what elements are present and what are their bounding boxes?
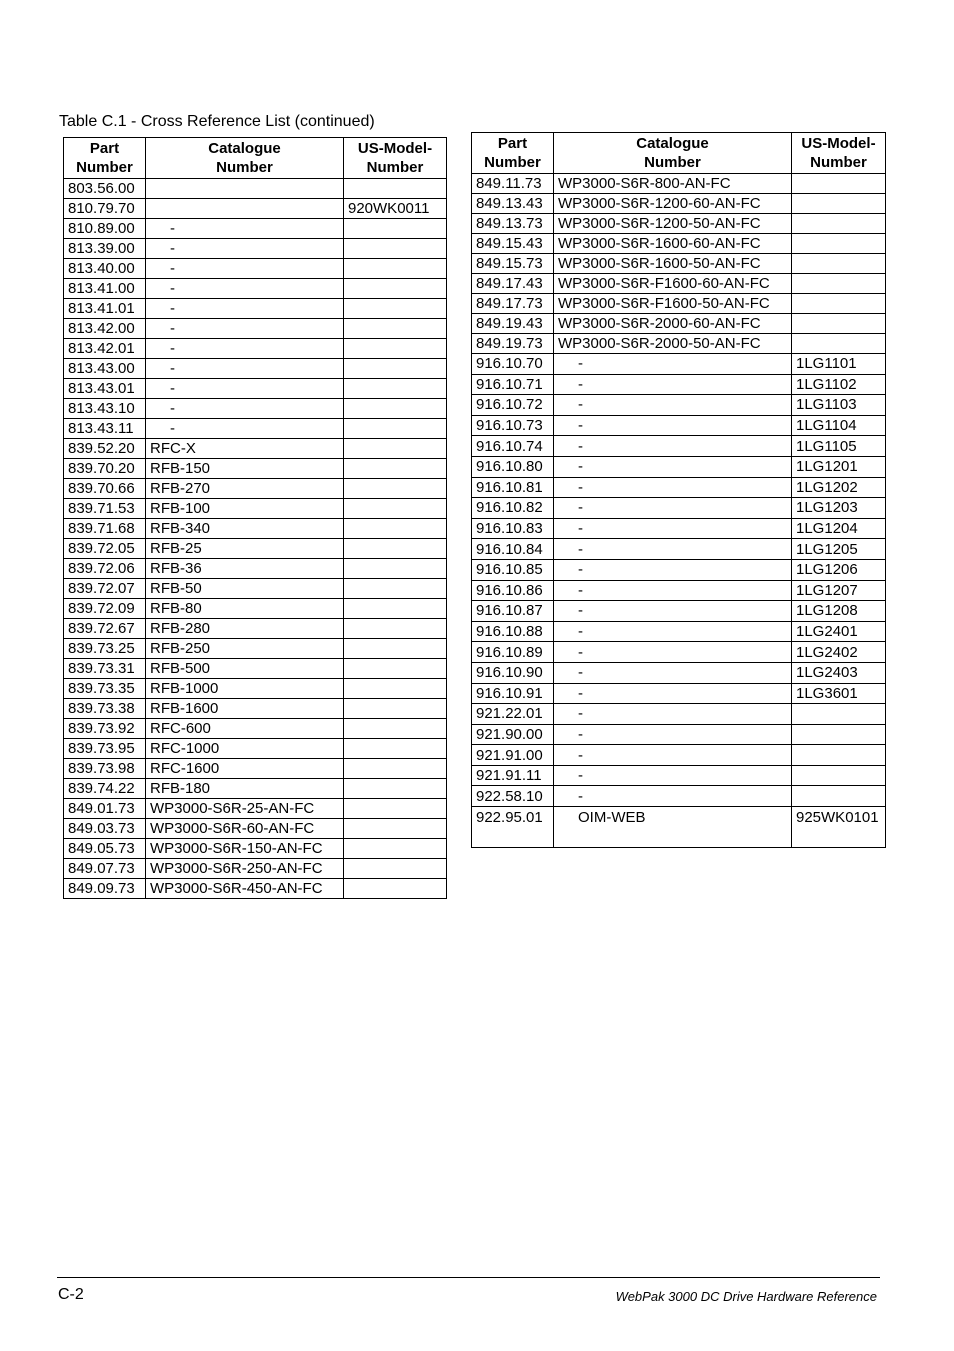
- table-row: [64, 199, 447, 219]
- cell-part-number: 922.95.01: [472, 807, 554, 848]
- cell-catalogue-number: -: [554, 765, 792, 786]
- cell-us-model-number: [344, 579, 447, 599]
- cell-us-model-number: [344, 399, 447, 419]
- cell-us-model-number: [344, 419, 447, 439]
- cell-catalogue-number: -: [554, 518, 792, 539]
- table-row: [472, 662, 886, 683]
- cell-catalogue-number: [146, 179, 344, 199]
- cell-catalogue-number: -: [554, 601, 792, 622]
- cell-catalogue-number: WP3000-S6R-25-AN-FC: [146, 799, 344, 819]
- cell-catalogue-number: -: [554, 662, 792, 683]
- cell-catalogue-number: RFB-250: [146, 639, 344, 659]
- table-row: [472, 683, 886, 704]
- cell-part-number: 916.10.90: [472, 662, 554, 683]
- cell-part-number: 849.13.73: [472, 214, 554, 234]
- cell-catalogue-number: -: [146, 279, 344, 299]
- table-row: [64, 639, 447, 659]
- cell-catalogue-number: WP3000-S6R-1600-60-AN-FC: [554, 234, 792, 254]
- header-part-number: Part Number: [472, 133, 554, 174]
- cell-part-number: 839.73.35: [64, 679, 146, 699]
- table-row: [64, 859, 447, 879]
- cell-catalogue-number: RFB-100: [146, 499, 344, 519]
- header-us-model-number: US-Model- Number: [792, 133, 886, 174]
- cell-us-model-number: 1LG1207: [792, 580, 886, 601]
- cell-us-model-number: [344, 759, 447, 779]
- cell-us-model-number: 1LG1203: [792, 498, 886, 519]
- table-row: [472, 334, 886, 354]
- cell-catalogue-number: -: [554, 477, 792, 498]
- cell-catalogue-number: -: [554, 395, 792, 416]
- cell-part-number: 916.10.80: [472, 456, 554, 477]
- cell-catalogue-number: WP3000-S6R-1200-50-AN-FC: [554, 214, 792, 234]
- cell-catalogue-number: -: [554, 436, 792, 457]
- cell-catalogue-number: -: [554, 724, 792, 745]
- cell-us-model-number: [792, 214, 886, 234]
- cell-us-model-number: [344, 239, 447, 259]
- table-row: [64, 579, 447, 599]
- cell-catalogue-number: RFB-80: [146, 599, 344, 619]
- cell-catalogue-number: RFC-1000: [146, 739, 344, 759]
- cell-us-model-number: [344, 359, 447, 379]
- header-part-number: Part Number: [64, 138, 146, 179]
- table-row: [472, 642, 886, 663]
- cell-part-number: 839.73.25: [64, 639, 146, 659]
- cell-part-number: 813.42.01: [64, 339, 146, 359]
- cell-part-number: 921.91.00: [472, 745, 554, 766]
- table-header-row: [472, 133, 886, 174]
- cell-part-number: 803.56.00: [64, 179, 146, 199]
- cell-us-model-number: [792, 745, 886, 766]
- cell-part-number: 839.52.20: [64, 439, 146, 459]
- table-row: [472, 786, 886, 807]
- cell-part-number: 813.43.00: [64, 359, 146, 379]
- cell-us-model-number: [344, 799, 447, 819]
- table-row: [472, 704, 886, 725]
- cell-part-number: 813.43.10: [64, 399, 146, 419]
- table-row: [64, 279, 447, 299]
- table-row: [472, 456, 886, 477]
- table-row: [472, 194, 886, 214]
- table-header-row: [64, 138, 447, 179]
- table-row: [64, 699, 447, 719]
- cell-part-number: 839.72.07: [64, 579, 146, 599]
- cell-part-number: 813.43.11: [64, 419, 146, 439]
- cell-part-number: 916.10.82: [472, 498, 554, 519]
- table-row: [64, 439, 447, 459]
- cross-reference-table-left: [63, 137, 447, 899]
- cell-part-number: 839.73.92: [64, 719, 146, 739]
- footer-divider: [57, 1277, 880, 1278]
- cell-us-model-number: 1LG1101: [792, 354, 886, 375]
- table-row: [64, 399, 447, 419]
- table-row: [64, 239, 447, 259]
- table-body-left: [64, 179, 447, 899]
- cell-catalogue-number: RFB-1000: [146, 679, 344, 699]
- cell-us-model-number: [344, 679, 447, 699]
- cell-us-model-number: 1LG1206: [792, 559, 886, 580]
- cell-part-number: 839.73.31: [64, 659, 146, 679]
- cell-us-model-number: 1LG3601: [792, 683, 886, 704]
- cell-us-model-number: [792, 174, 886, 194]
- header-us-model-number: US-Model- Number: [344, 138, 447, 179]
- cell-part-number: 839.72.05: [64, 539, 146, 559]
- cell-part-number: 916.10.89: [472, 642, 554, 663]
- table-row: [472, 518, 886, 539]
- cell-part-number: 916.10.73: [472, 415, 554, 436]
- cell-us-model-number: [344, 639, 447, 659]
- cell-part-number: 916.10.88: [472, 621, 554, 642]
- cell-us-model-number: [344, 699, 447, 719]
- cell-part-number: 849.03.73: [64, 819, 146, 839]
- cell-catalogue-number: -: [554, 415, 792, 436]
- table-row: [64, 339, 447, 359]
- cell-catalogue-number: WP3000-S6R-250-AN-FC: [146, 859, 344, 879]
- table-row: [64, 319, 447, 339]
- table-row: [64, 379, 447, 399]
- cell-part-number: 839.71.68: [64, 519, 146, 539]
- cell-catalogue-number: WP3000-S6R-150-AN-FC: [146, 839, 344, 859]
- cell-us-model-number: [344, 659, 447, 679]
- cell-us-model-number: [344, 499, 447, 519]
- cell-catalogue-number: WP3000-S6R-800-AN-FC: [554, 174, 792, 194]
- cell-catalogue-number: -: [146, 239, 344, 259]
- header-catalogue-number: Catalogue Number: [554, 133, 792, 174]
- cell-part-number: 849.01.73: [64, 799, 146, 819]
- cell-catalogue-number: -: [146, 219, 344, 239]
- cell-part-number: 810.89.00: [64, 219, 146, 239]
- cell-part-number: 921.90.00: [472, 724, 554, 745]
- cell-us-model-number: [344, 859, 447, 879]
- table-row: [64, 479, 447, 499]
- cell-us-model-number: [344, 299, 447, 319]
- cell-catalogue-number: -: [146, 379, 344, 399]
- cell-us-model-number: [344, 719, 447, 739]
- cell-part-number: 839.70.20: [64, 459, 146, 479]
- cell-catalogue-number: -: [146, 399, 344, 419]
- cell-part-number: 916.10.74: [472, 436, 554, 457]
- cell-part-number: 916.10.84: [472, 539, 554, 560]
- cell-part-number: 813.42.00: [64, 319, 146, 339]
- document-title: WebPak 3000 DC Drive Hardware Reference: [615, 1289, 877, 1304]
- cell-catalogue-number: WP3000-S6R-F1600-60-AN-FC: [554, 274, 792, 294]
- table-row: [64, 659, 447, 679]
- cell-us-model-number: [344, 819, 447, 839]
- cell-us-model-number: [344, 519, 447, 539]
- cell-part-number: 916.10.85: [472, 559, 554, 580]
- cell-us-model-number: [792, 194, 886, 214]
- table-row: [64, 559, 447, 579]
- cell-part-number: 839.71.53: [64, 499, 146, 519]
- cell-us-model-number: [344, 619, 447, 639]
- table-caption: Table C.1 - Cross Reference List (continued): [59, 113, 375, 130]
- cell-catalogue-number: RFB-280: [146, 619, 344, 639]
- cell-part-number: 916.10.81: [472, 477, 554, 498]
- cell-catalogue-number: WP3000-S6R-1600-50-AN-FC: [554, 254, 792, 274]
- cell-part-number: 813.43.01: [64, 379, 146, 399]
- cell-us-model-number: 1LG1104: [792, 415, 886, 436]
- cell-part-number: 916.10.83: [472, 518, 554, 539]
- cell-us-model-number: 1LG1202: [792, 477, 886, 498]
- cell-us-model-number: [344, 539, 447, 559]
- cell-catalogue-number: -: [554, 580, 792, 601]
- cell-us-model-number: [792, 254, 886, 274]
- table-row: [472, 374, 886, 395]
- cell-catalogue-number: WP3000-S6R-2000-50-AN-FC: [554, 334, 792, 354]
- cell-part-number: 849.15.73: [472, 254, 554, 274]
- cell-catalogue-number: -: [554, 642, 792, 663]
- table-row: [472, 621, 886, 642]
- cell-catalogue-number: -: [554, 683, 792, 704]
- cell-part-number: 813.41.01: [64, 299, 146, 319]
- table-row: [472, 314, 886, 334]
- table-row: [472, 436, 886, 457]
- cell-part-number: 839.73.98: [64, 759, 146, 779]
- cell-us-model-number: [344, 179, 447, 199]
- cell-part-number: 849.11.73: [472, 174, 554, 194]
- table-row: [472, 234, 886, 254]
- cell-catalogue-number: RFB-150: [146, 459, 344, 479]
- cell-catalogue-number: -: [554, 559, 792, 580]
- cell-us-model-number: [792, 234, 886, 254]
- table-row: [64, 739, 447, 759]
- cell-part-number: 916.10.87: [472, 601, 554, 622]
- table-row: [64, 879, 447, 899]
- cell-part-number: 839.74.22: [64, 779, 146, 799]
- cell-catalogue-number: -: [146, 319, 344, 339]
- cell-us-model-number: 1LG1102: [792, 374, 886, 395]
- cell-catalogue-number: RFB-270: [146, 479, 344, 499]
- cell-us-model-number: 1LG1201: [792, 456, 886, 477]
- cell-us-model-number: [792, 704, 886, 725]
- table-row: [64, 679, 447, 699]
- cell-catalogue-number: -: [146, 259, 344, 279]
- cell-part-number: 921.22.01: [472, 704, 554, 725]
- table-row: [472, 765, 886, 786]
- cell-catalogue-number: -: [554, 354, 792, 375]
- table-row: [64, 359, 447, 379]
- cell-part-number: 839.70.66: [64, 479, 146, 499]
- table-row: [64, 779, 447, 799]
- cell-part-number: 810.79.70: [64, 199, 146, 219]
- table-row: [472, 724, 886, 745]
- cell-us-model-number: [792, 786, 886, 807]
- cell-us-model-number: 1LG2402: [792, 642, 886, 663]
- cell-catalogue-number: RFC-X: [146, 439, 344, 459]
- table-row: [472, 174, 886, 194]
- table-row: [472, 395, 886, 416]
- table-row: [64, 259, 447, 279]
- cell-us-model-number: 1LG1204: [792, 518, 886, 539]
- cell-us-model-number: [344, 379, 447, 399]
- table-row: [64, 719, 447, 739]
- cell-catalogue-number: WP3000-S6R-60-AN-FC: [146, 819, 344, 839]
- cell-part-number: 921.91.11: [472, 765, 554, 786]
- cell-part-number: 916.10.91: [472, 683, 554, 704]
- cell-us-model-number: 925WK0101: [792, 807, 886, 848]
- cell-us-model-number: 1LG1103: [792, 395, 886, 416]
- cell-us-model-number: [344, 339, 447, 359]
- cell-us-model-number: 1LG1208: [792, 601, 886, 622]
- cell-catalogue-number: -: [554, 456, 792, 477]
- cell-us-model-number: [344, 839, 447, 859]
- cell-us-model-number: 1LG1105: [792, 436, 886, 457]
- table-row: [472, 807, 886, 848]
- cell-us-model-number: [344, 219, 447, 239]
- cell-catalogue-number: RFB-180: [146, 779, 344, 799]
- cell-catalogue-number: RFB-36: [146, 559, 344, 579]
- cell-catalogue-number: OIM-WEB: [554, 807, 792, 848]
- cell-us-model-number: [344, 479, 447, 499]
- cell-catalogue-number: -: [146, 299, 344, 319]
- cell-part-number: 839.72.67: [64, 619, 146, 639]
- table-row: [472, 580, 886, 601]
- cell-catalogue-number: RFC-600: [146, 719, 344, 739]
- table-row: [472, 294, 886, 314]
- table-row: [64, 819, 447, 839]
- header-catalogue-number: Catalogue Number: [146, 138, 344, 179]
- cell-us-model-number: [792, 294, 886, 314]
- table-row: [64, 459, 447, 479]
- cell-catalogue-number: -: [554, 374, 792, 395]
- cell-us-model-number: [344, 259, 447, 279]
- cell-us-model-number: [344, 459, 447, 479]
- table-row: [64, 499, 447, 519]
- cell-part-number: 849.19.73: [472, 334, 554, 354]
- table-row: [472, 601, 886, 622]
- table-row: [64, 179, 447, 199]
- table-row: [64, 619, 447, 639]
- cell-us-model-number: [792, 274, 886, 294]
- cell-part-number: 849.17.73: [472, 294, 554, 314]
- table-row: [64, 759, 447, 779]
- table-row: [64, 599, 447, 619]
- table-row: [64, 539, 447, 559]
- cell-us-model-number: 1LG2401: [792, 621, 886, 642]
- cell-catalogue-number: RFC-1600: [146, 759, 344, 779]
- table-row: [64, 799, 447, 819]
- cell-us-model-number: 1LG2403: [792, 662, 886, 683]
- table-row: [472, 274, 886, 294]
- page-number: C-2: [58, 1286, 84, 1303]
- cell-catalogue-number: -: [146, 419, 344, 439]
- cell-part-number: 849.09.73: [64, 879, 146, 899]
- cell-part-number: 849.13.43: [472, 194, 554, 214]
- table-row: [64, 419, 447, 439]
- cell-catalogue-number: RFB-25: [146, 539, 344, 559]
- cell-catalogue-number: RFB-340: [146, 519, 344, 539]
- cell-part-number: 813.39.00: [64, 239, 146, 259]
- cell-catalogue-number: -: [554, 498, 792, 519]
- cell-us-model-number: 1LG1205: [792, 539, 886, 560]
- cell-us-model-number: [344, 559, 447, 579]
- cell-part-number: 839.72.09: [64, 599, 146, 619]
- cell-us-model-number: [344, 439, 447, 459]
- cell-part-number: 849.07.73: [64, 859, 146, 879]
- cell-part-number: 813.40.00: [64, 259, 146, 279]
- cell-catalogue-number: RFB-500: [146, 659, 344, 679]
- cell-catalogue-number: WP3000-S6R-2000-60-AN-FC: [554, 314, 792, 334]
- cell-us-model-number: 920WK0011: [344, 199, 447, 219]
- cell-us-model-number: [344, 599, 447, 619]
- cell-catalogue-number: -: [554, 704, 792, 725]
- cell-us-model-number: [792, 765, 886, 786]
- cell-part-number: 849.17.43: [472, 274, 554, 294]
- cell-part-number: 916.10.70: [472, 354, 554, 375]
- cell-part-number: 916.10.86: [472, 580, 554, 601]
- cell-us-model-number: [344, 779, 447, 799]
- table-row: [472, 559, 886, 580]
- cell-us-model-number: [344, 879, 447, 899]
- cell-part-number: 839.73.95: [64, 739, 146, 759]
- cell-catalogue-number: RFB-1600: [146, 699, 344, 719]
- table-row: [64, 839, 447, 859]
- cell-part-number: 839.72.06: [64, 559, 146, 579]
- cell-catalogue-number: RFB-50: [146, 579, 344, 599]
- cell-us-model-number: [344, 739, 447, 759]
- cell-part-number: 916.10.72: [472, 395, 554, 416]
- cell-catalogue-number: WP3000-S6R-450-AN-FC: [146, 879, 344, 899]
- table-body-right: [472, 174, 886, 848]
- table-row: [472, 498, 886, 519]
- cell-catalogue-number: [146, 199, 344, 219]
- table-row: [472, 539, 886, 560]
- cell-catalogue-number: -: [554, 786, 792, 807]
- cell-us-model-number: [792, 314, 886, 334]
- table-row: [472, 477, 886, 498]
- cell-catalogue-number: -: [554, 539, 792, 560]
- table-row: [472, 254, 886, 274]
- cross-reference-table-right: [471, 132, 886, 848]
- cell-catalogue-number: WP3000-S6R-F1600-50-AN-FC: [554, 294, 792, 314]
- cell-catalogue-number: -: [146, 339, 344, 359]
- cell-us-model-number: [344, 319, 447, 339]
- cell-part-number: 813.41.00: [64, 279, 146, 299]
- cell-catalogue-number: -: [554, 621, 792, 642]
- cell-catalogue-number: -: [146, 359, 344, 379]
- cell-us-model-number: [792, 334, 886, 354]
- cell-us-model-number: [344, 279, 447, 299]
- cell-part-number: 839.73.38: [64, 699, 146, 719]
- cell-us-model-number: [792, 724, 886, 745]
- cell-part-number: 849.19.43: [472, 314, 554, 334]
- table-row: [472, 415, 886, 436]
- table-row: [472, 214, 886, 234]
- table-row: [64, 299, 447, 319]
- cell-catalogue-number: -: [554, 745, 792, 766]
- table-row: [64, 519, 447, 539]
- table-row: [64, 219, 447, 239]
- table-row: [472, 354, 886, 375]
- cell-part-number: 849.05.73: [64, 839, 146, 859]
- cell-catalogue-number: WP3000-S6R-1200-60-AN-FC: [554, 194, 792, 214]
- cell-part-number: 916.10.71: [472, 374, 554, 395]
- cell-part-number: 849.15.43: [472, 234, 554, 254]
- cell-part-number: 922.58.10: [472, 786, 554, 807]
- table-row: [472, 745, 886, 766]
